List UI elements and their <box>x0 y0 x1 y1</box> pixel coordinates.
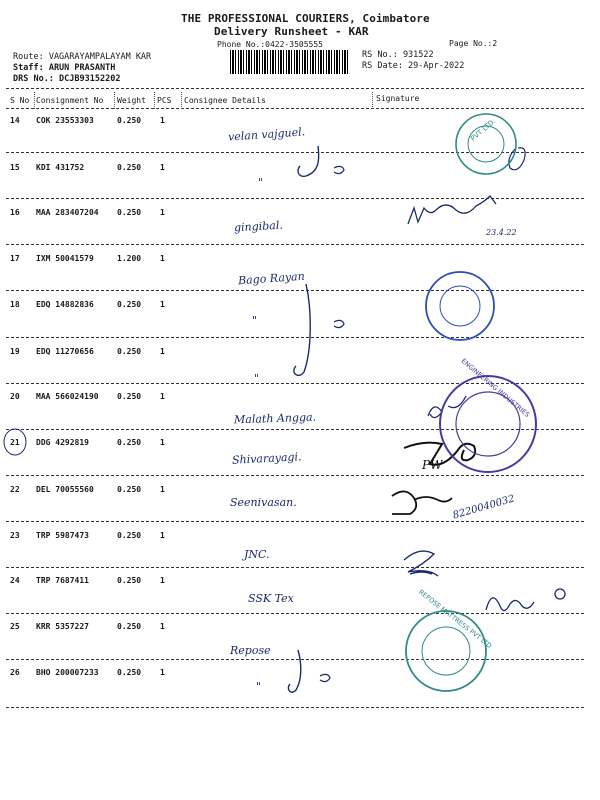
row-pcs: 1 <box>160 576 165 585</box>
consignee-name: Malath Angga. <box>233 410 317 427</box>
row-sno: 18 <box>10 300 20 309</box>
row-weight: 0.250 <box>117 392 142 401</box>
consignee-name: " <box>252 314 258 327</box>
stamp-text-25: REPOSE MATTRESS PVT LTD <box>417 588 494 650</box>
company-stamp-20 <box>440 376 536 472</box>
drs-number: DRS No.: DCJB93152202 <box>13 74 121 84</box>
row-sno: 20 <box>10 392 20 401</box>
row-sno: 16 <box>10 208 20 217</box>
ditto-mark <box>334 166 344 173</box>
row-sno: 14 <box>10 116 20 125</box>
row-consignment: EDQ 11270656 <box>36 347 94 356</box>
rs-number: RS No.: 931522 <box>362 50 434 60</box>
row-sno: 19 <box>10 347 20 356</box>
signature-23 <box>404 551 438 576</box>
consignee-name: " <box>254 372 260 385</box>
row21-circle-mark <box>4 429 26 455</box>
row-weight: 0.250 <box>117 300 142 309</box>
signature-date: 23.4.22 <box>486 228 517 237</box>
row-sno: 22 <box>10 485 20 494</box>
ditto-j-mark <box>288 650 300 692</box>
row-weight: 0.250 <box>117 163 142 172</box>
row-weight: 0.250 <box>117 622 142 631</box>
row-pcs: 1 <box>160 163 165 172</box>
row-consignment: DEL 70055560 <box>36 485 94 494</box>
row-consignment: MAA 283407204 <box>36 208 99 217</box>
rs-date: RS Date: 29-Apr-2022 <box>362 61 465 71</box>
col-weight: Weight <box>117 96 146 105</box>
page-number: Page No.:2 <box>449 39 498 48</box>
row-weight: 0.250 <box>117 576 142 585</box>
row-consignment: KDI 431752 <box>36 163 85 172</box>
consignee-name: gingibal. <box>233 218 284 235</box>
row-consignment: IXM 50041579 <box>36 254 94 263</box>
signature-16 <box>408 196 496 224</box>
col-consignee: Consignee Details <box>184 96 266 105</box>
consignee-name: JNC. <box>244 548 270 561</box>
row-weight: 0.250 <box>117 438 142 447</box>
row-consignment: EDQ 14882836 <box>36 300 94 309</box>
consignee-name: Bago Rayan <box>237 269 306 288</box>
row-weight: 0.250 <box>117 208 142 217</box>
row-consignment: COK 23553303 <box>36 116 94 125</box>
row-pcs: 1 <box>160 531 165 540</box>
row-pcs: 1 <box>160 622 165 631</box>
ditto-j-mark <box>298 146 319 176</box>
ditto-j-mark <box>294 284 310 375</box>
row-pcs: 1 <box>160 392 165 401</box>
phone-number: Phone No.:0422-3505555 <box>217 40 323 49</box>
row-pcs: 1 <box>160 300 165 309</box>
stamp-text-20: ENGINEERING INDUSTRIES <box>459 357 532 419</box>
company-stamp-25 <box>406 611 486 691</box>
row-weight: 0.250 <box>117 531 142 540</box>
row-sno: 24 <box>10 576 20 585</box>
row-weight: 1.200 <box>117 254 142 263</box>
ditto-mark <box>320 674 330 681</box>
row-sno: 17 <box>10 254 20 263</box>
row-sno: 15 <box>10 163 20 172</box>
row-sno: 25 <box>10 622 20 631</box>
row-pcs: 1 <box>160 668 165 677</box>
route: Route: VAGARAYAMPALAYAM KAR <box>13 52 152 62</box>
row-consignment: MAA 566024190 <box>36 392 99 401</box>
row-pcs: 1 <box>160 485 165 494</box>
signature-22 <box>392 491 452 514</box>
row-sno: 21 <box>10 438 20 447</box>
row-consignment: DDG 4292819 <box>36 438 89 447</box>
row-pcs: 1 <box>160 438 165 447</box>
col-consignment: Consignment No <box>36 96 104 105</box>
runsheet-subtitle: Delivery Runsheet - KAR <box>214 25 369 38</box>
row-pcs: 1 <box>160 347 165 356</box>
row-weight: 0.250 <box>117 485 142 494</box>
signature-note-21: PW <box>422 458 443 472</box>
consignee-name: Shivarayagi. <box>231 450 302 467</box>
consignee-name: " <box>258 176 264 189</box>
staff: Staff: ARUN PRASANTH <box>13 63 116 73</box>
consignee-name: velan vajguel. <box>227 125 306 144</box>
company-stamp-18 <box>426 272 494 340</box>
ditto-mark <box>334 320 344 327</box>
col-signature: Signature <box>376 94 420 103</box>
row-consignment: TRP 7687411 <box>36 576 89 585</box>
row-consignment: TRP 5987473 <box>36 531 89 540</box>
row-pcs: 1 <box>160 208 165 217</box>
company-title: THE PROFESSIONAL COURIERS, Coimbatore <box>181 12 430 25</box>
col-pcs: PCS <box>157 96 172 105</box>
row-weight: 0.250 <box>117 347 142 356</box>
signature-24 <box>486 589 565 611</box>
row-consignment: BHO 200007233 <box>36 668 99 677</box>
consignee-name: " <box>256 680 262 693</box>
consignee-name: SSK Tex <box>248 592 294 605</box>
row-weight: 0.250 <box>117 668 142 677</box>
row-pcs: 1 <box>160 116 165 125</box>
consignee-name: Seenivasan. <box>230 496 297 509</box>
stamp-text-14: PVT LTD. <box>468 117 498 143</box>
consignee-name: Repose <box>230 644 271 657</box>
row-pcs: 1 <box>160 254 165 263</box>
signature-phone: 8220040032 <box>451 493 516 522</box>
row-consignment: KRR 5357227 <box>36 622 89 631</box>
row-weight: 0.250 <box>117 116 142 125</box>
row-sno: 26 <box>10 668 20 677</box>
row-sno: 23 <box>10 531 20 540</box>
col-sno: S No <box>10 96 30 105</box>
